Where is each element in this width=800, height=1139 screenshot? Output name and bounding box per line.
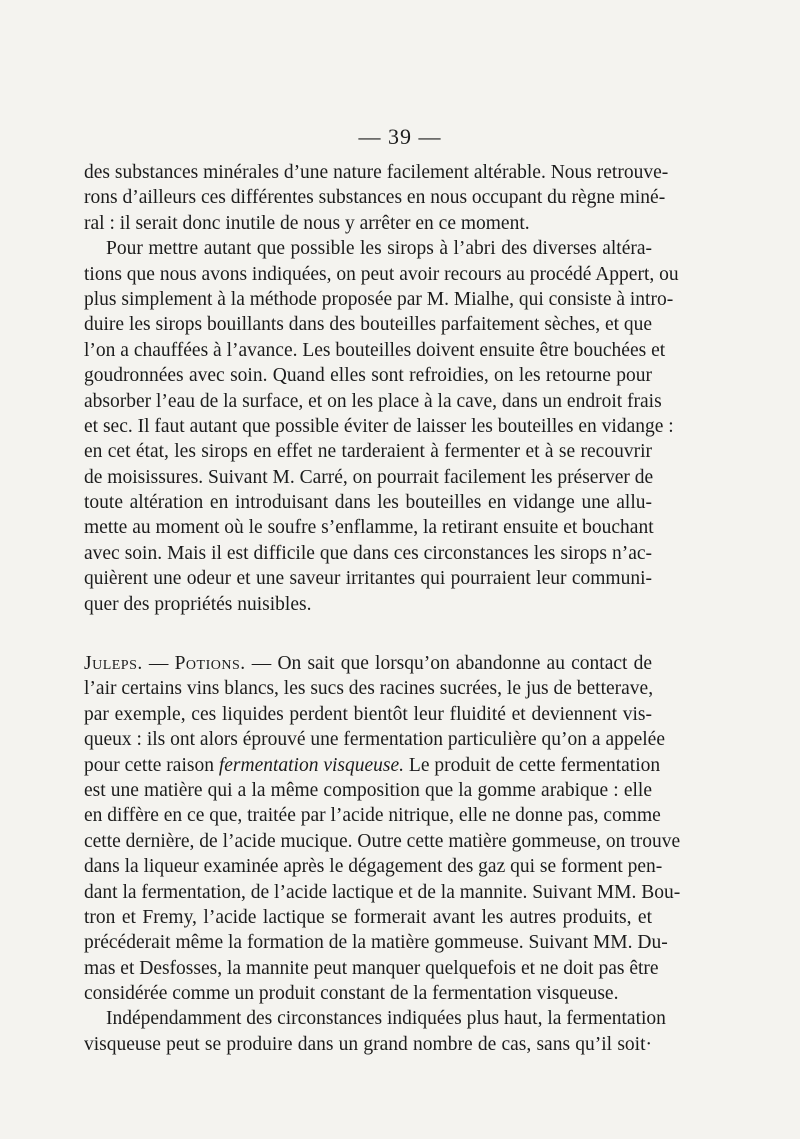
text-line: duire les sirops bouillants dans des bouteilles parfaitement sèches, et que xyxy=(84,314,653,336)
text-line: et sec. Il faut autant que possible éviter de laisser les bouteilles en vidange : xyxy=(84,415,674,437)
text-line: plus simplement à la méthode proposée par M. Mialhe, qui consiste à intro- xyxy=(84,288,674,310)
text-line: précéderait même la formation de la matière gommeuse. Suivant MM. Du- xyxy=(84,932,668,954)
paragraph-block-sirops xyxy=(84,160,679,617)
text-line: avec soin. Mais il est difficile que dans ces circonstances les sirops n’ac- xyxy=(84,542,652,564)
text-line xyxy=(84,753,661,778)
text-line: quièrent une odeur et une saveur irritantes qui pourraient leur communi- xyxy=(84,568,652,590)
text-line: ral : il serait donc inutile de nous y arrêter en ce moment. xyxy=(84,212,530,234)
text-line: en diffère en ce que, traitée par l’acide nitrique, elle ne donne pas, comme xyxy=(84,805,661,827)
text-line: quer des propriétés nuisibles. xyxy=(84,593,312,615)
text-line: cette dernière, de l’acide mucique. Outre cette matière gommeuse, on trouve xyxy=(84,830,681,852)
text-line: mas et Desfosses, la mannite peut manquer quelquefois et ne doit pas être xyxy=(84,957,659,979)
text-line: des substances minérales d’une nature facilement altérable. Nous retrouve- xyxy=(84,162,669,183)
text-line: queux : ils ont alors éprouvé une fermentation particulière qu’on a appelée xyxy=(84,729,665,751)
text-line: en cet état, les sirops en effet ne tarderaient à fermenter et à se recouvrir xyxy=(84,441,652,463)
text-line: visqueuse peut se produire dans un grand nombre de cas, sans qu’il soit· xyxy=(84,1033,652,1055)
section-heading-potions: Potions. xyxy=(174,653,246,674)
text-line: tron et Fremy, l’acide lactique se formerait avant les autres produits, et xyxy=(84,906,652,928)
paragraph-block-juleps-potions xyxy=(84,651,681,1057)
text-fragment: — On sait que lorsqu’on abandonne au contact de xyxy=(245,653,652,674)
text-line: dans la liqueur examinée après le dégagement des gaz qui se forment pen- xyxy=(84,856,663,878)
text-fragment: pour cette raison xyxy=(84,754,219,776)
page-number: — 39 — xyxy=(358,124,442,149)
text-line: l’air certains vins blancs, les sucs des racines sucrées, le jus de betterave, xyxy=(84,678,654,700)
text-line: dant la fermentation, de l’acide lactique et de la mannite. Suivant MM. Bou- xyxy=(84,881,681,903)
text-line: par exemple, ces liquides perdent bientôt leur fluidité et deviennent vis- xyxy=(84,703,652,725)
text-line: considérée comme un produit constant de la fermentation visqueuse. xyxy=(84,983,619,1005)
text-line: goudronnées avec soin. Quand elles sont refroidies, on les retourne pour xyxy=(84,365,652,387)
text-line: Indépendamment des circonstances indiquées plus haut, la fermentation xyxy=(106,1008,666,1030)
text-line: mette au moment où le soufre s’enflamme, la retirant ensuite et bouchant xyxy=(84,517,654,539)
text-line: absorber l’eau de la surface, et on les place à la cave, dans un endroit frais xyxy=(84,390,662,412)
text-line: tions que nous avons indiquées, on peut avoir recours au procédé Appert, ou xyxy=(84,263,679,285)
text-line: est une matière qui a la même composition que la gomme arabique : elle xyxy=(84,779,652,801)
text-fragment: Le produit de cette fermentation xyxy=(404,754,661,776)
text-line: l’on a chauffées à l’avance. Les bouteilles doivent ensuite être bouchées et xyxy=(84,339,666,361)
text-line: de moisissures. Suivant M. Carré, on pourrait facilement les préserver de xyxy=(84,466,654,488)
italic-term: fermentation visqueuse. xyxy=(218,754,405,776)
text-line: toute altération en introduisant dans les bouteilles en vidange une allu- xyxy=(84,492,652,514)
heading-separator: — xyxy=(142,653,175,674)
text-line: rons d’ailleurs ces différentes substances en nous occupant du règne miné- xyxy=(84,187,666,209)
text-line xyxy=(84,651,652,676)
section-heading-juleps: Juleps. xyxy=(84,653,143,674)
text-line: Pour mettre autant que possible les sirops à l’abri des diverses altéra- xyxy=(106,238,652,260)
